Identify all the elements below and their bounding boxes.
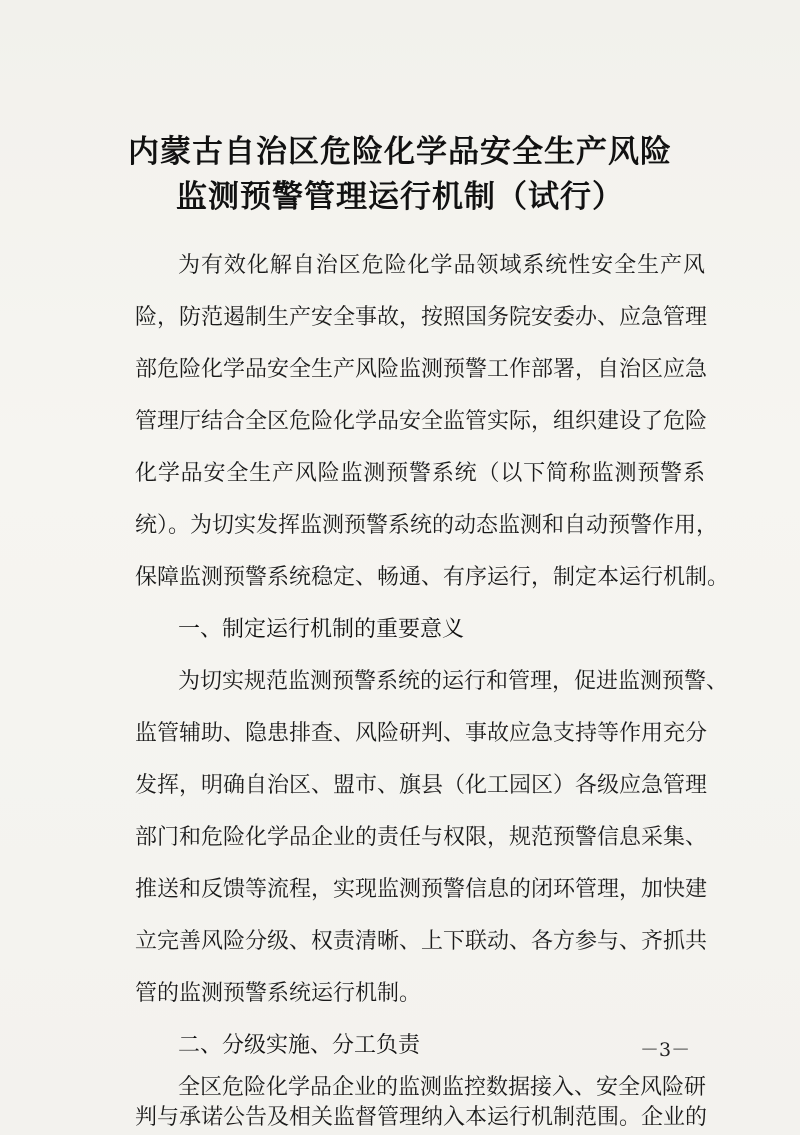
intro-line-4: 管理厅结合全区危险化学品安全监管实际，组织建设了危险 (135, 409, 708, 434)
document-title-line-1: 内蒙古自治区危险化学品安全生产风险 (128, 134, 672, 170)
page-number: －3－ (640, 1039, 691, 1061)
section-1-line-2: 监管辅助、隐患排查、风险研判、事故应急支持等作用充分 (135, 721, 708, 746)
section-1-line-1: 为切实规范监测预警系统的运行和管理，促进监测预警、 (178, 669, 729, 694)
section-2-line-2: 判与承诺公告及相关监督管理纳入本运行机制范围。企业的 (135, 1105, 708, 1130)
intro-line-1: 为有效化解自治区危险化学品领域系统性安全生产风 (178, 253, 705, 278)
intro-line-7: 保障监测预警系统稳定、畅通、有序运行，制定本运行机制。 (135, 565, 730, 590)
section-2-heading: 二、分级实施、分工负责 (178, 1033, 421, 1058)
section-1-line-6: 立完善风险分级、权责清晰、上下联动、各方参与、齐抓共 (135, 929, 708, 954)
document-title-line-2: 监测预警管理运行机制（试行） (176, 179, 624, 215)
section-1-line-4: 部门和危险化学品企业的责任与权限，规范预警信息采集、 (135, 825, 708, 850)
section-2-line-1: 全区危险化学品企业的监测监控数据接入、安全风险研 (178, 1075, 707, 1100)
intro-line-2: 险，防范遏制生产安全事故，按照国务院安委办、应急管理 (135, 305, 708, 330)
intro-line-3: 部危险化学品安全生产风险监测预警工作部署，自治区应急 (135, 357, 708, 382)
section-1-heading: 一、制定运行机制的重要意义 (178, 617, 465, 642)
section-1-line-3: 发挥，明确自治区、盟市、旗县（化工园区）各级应急管理 (135, 773, 708, 798)
section-1-line-7: 管的监测预警系统运行机制。 (135, 981, 422, 1006)
section-1-line-5: 推送和反馈等流程，实现监测预警信息的闭环管理，加快建 (135, 877, 708, 902)
intro-line-6: 统）。为切实发挥监测预警系统的动态监测和自动预警作用， (135, 513, 719, 538)
intro-line-5: 化学品安全生产风险监测预警系统（以下简称监测预警系 (135, 461, 705, 486)
